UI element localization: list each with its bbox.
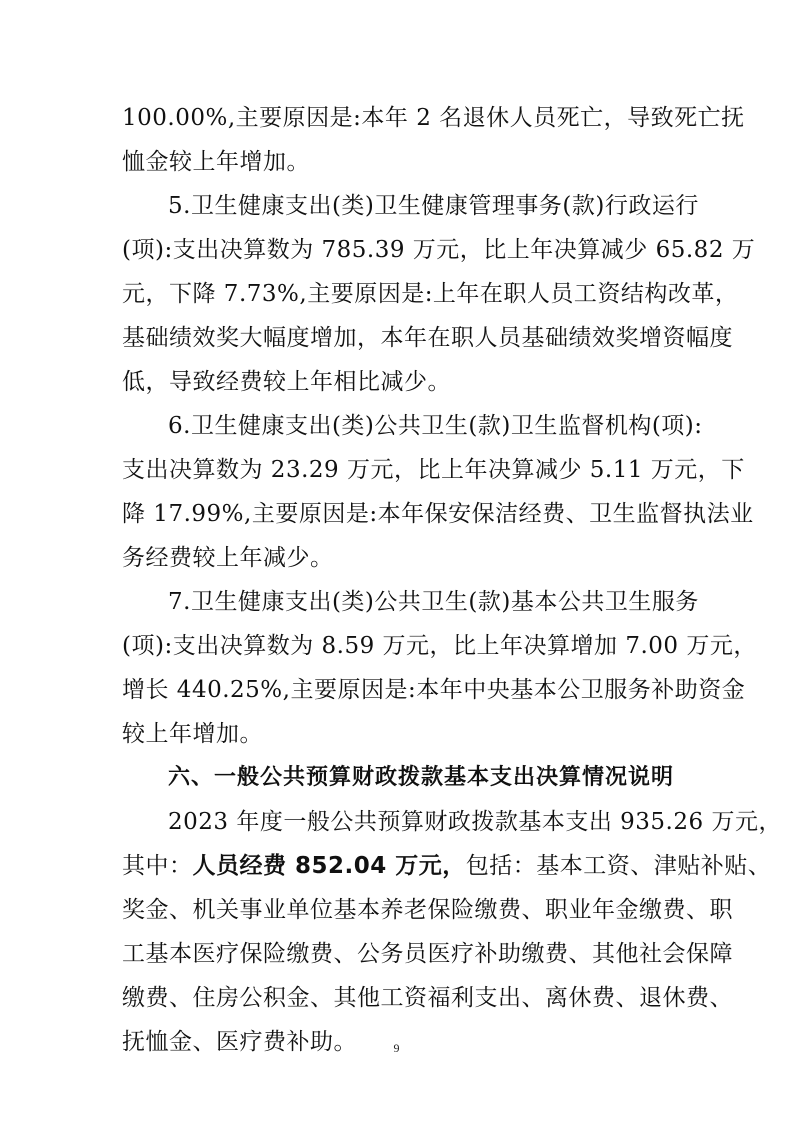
section-heading: 六、一般公共预算财政拨款基本支出决算情况说明 xyxy=(168,765,675,790)
paragraph-line: 5.卫生健康支出(类)卫生健康管理事务(款)行政运行 xyxy=(168,193,699,219)
summary-line: 工基本医疗保险缴费、公务员医疗补助缴费、其他社会保障 xyxy=(122,941,733,967)
paragraph-line: 务经费较上年减少。 xyxy=(122,545,334,571)
page-number: 9 xyxy=(393,1041,400,1055)
paragraph-line: 恤金较上年增加。 xyxy=(122,149,310,175)
summary-line: 缴费、住房公积金、其他工资福利支出、离休费、退休费、 xyxy=(122,985,733,1011)
summary-line: 抚恤金、医疗费补助。 xyxy=(122,1029,357,1055)
paragraph-line: 基础绩效奖大幅度增加，本年在职人员基础绩效奖增资幅度 xyxy=(122,325,733,351)
summary-suffix: 包括：基本工资、津贴补贴、 xyxy=(465,853,772,879)
personnel-expense-highlight: 人员经费 852.04 万元， xyxy=(192,853,466,879)
summary-line: 奖金、机关事业单位基本养老保险缴费、职业年金缴费、职 xyxy=(122,897,733,923)
summary-prefix: 其中： xyxy=(122,853,193,879)
paragraph-line: 较上年增加。 xyxy=(122,721,263,747)
paragraph-line: 增长 440.25%,主要原因是:本年中央基本公卫服务补助资金 xyxy=(122,677,746,703)
paragraph-line: 低，导致经费较上年相比减少。 xyxy=(122,369,451,395)
paragraph-line: 支出决算数为 23.29 万元，比上年决算减少 5.11 万元，下 xyxy=(122,457,745,483)
paragraph-line: 100.00%,主要原因是:本年 2 名退休人员死亡，导致死亡抚 xyxy=(122,105,745,131)
paragraph-line: 降 17.99%,主要原因是:本年保安保洁经费、卫生监督执法业 xyxy=(122,501,754,527)
paragraph-line: 7.卫生健康支出(类)公共卫生(款)基本公共卫生服务 xyxy=(168,589,699,615)
summary-line: 2023 年度一般公共预算财政拨款基本支出 935.26 万元， xyxy=(168,809,782,835)
summary-line xyxy=(122,851,772,881)
paragraph-line: (项):支出决算数为 8.59 万元，比上年决算增加 7.00 万元， xyxy=(122,633,757,659)
paragraph-line: 元，下降 7.73%,主要原因是:上年在职人员工资结构改革， xyxy=(122,281,739,307)
paragraph-line: (项):支出决算数为 785.39 万元，比上年决算减少 65.82 万 xyxy=(122,237,756,263)
paragraph-line: 6.卫生健康支出(类)公共卫生(款)卫生监督机构(项): xyxy=(168,413,703,439)
